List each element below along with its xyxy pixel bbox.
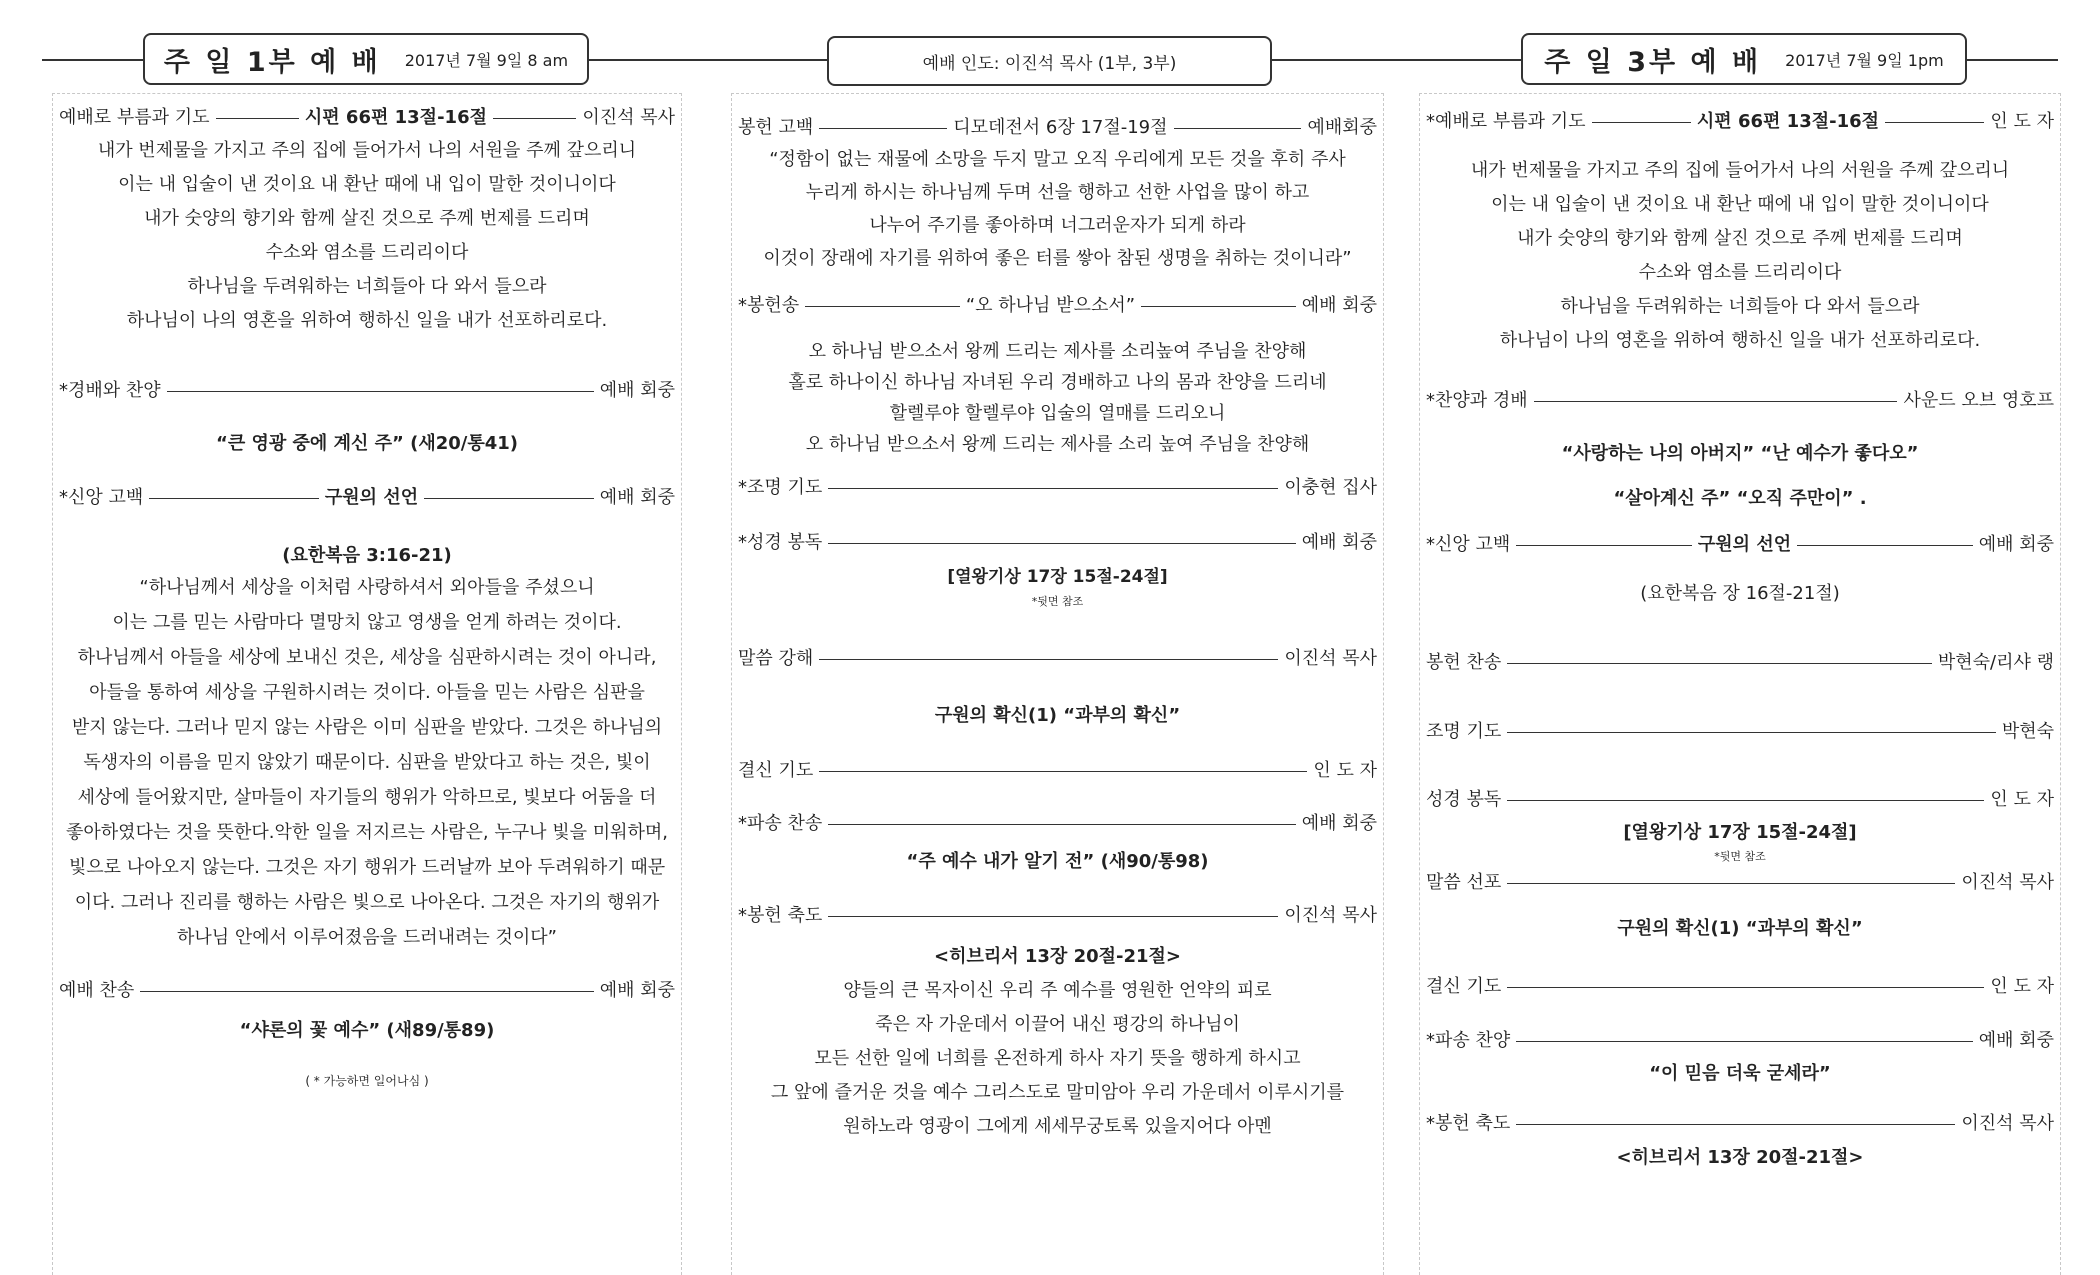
song-line: 홀로 하나이신 하나님 자녀된 우리 경배하고 나의 몸과 찬양을 드리네 <box>788 372 1327 393</box>
sermon-leader: 이진석 목사 <box>1961 872 2054 893</box>
reading-leader: 인 도 자 <box>1990 789 2054 810</box>
timothy-line: 이것이 장래에 자기를 위하여 좋은 터를 쌓아 참된 생명을 취하는 것이니라” <box>763 248 1352 269</box>
scripture-reading <box>1426 789 2054 811</box>
sermon <box>738 648 1377 670</box>
creed-title: 구원의 선언 <box>324 487 419 508</box>
leader-line <box>167 391 594 392</box>
decision-label: 결신 기도 <box>738 760 814 781</box>
decision-leader: 인 도 자 <box>1990 976 2054 997</box>
leader-line <box>819 659 1278 660</box>
leader-line <box>149 498 319 499</box>
praise-label: *경배와 찬양 <box>59 380 161 401</box>
call-to-worship <box>1426 111 2054 133</box>
creed <box>59 487 675 509</box>
psalm-line: 수소와 염소를 드리리이다 <box>1638 262 1842 283</box>
header-worship-leader <box>827 36 1272 86</box>
reading-ref: [열왕기상 17장 15절-24절] <box>947 567 1168 587</box>
reading-label: 성경 봉독 <box>1426 789 1502 810</box>
praise-worship <box>1426 390 2054 412</box>
praise-song: “큰 영광 중에 계신 주” (새20/통41) <box>216 433 518 454</box>
sending-leader: 예배 회중 <box>1301 813 1377 834</box>
illumination-prayer <box>738 477 1377 499</box>
blessing-leader: 이진석 목사 <box>1284 905 1377 926</box>
blessing-leader: 이진석 목사 <box>1961 1113 2054 1134</box>
header-service-3 <box>1521 33 1967 85</box>
decision-leader: 인 도 자 <box>1313 760 1377 781</box>
sending-song-title: “이 믿음 더욱 굳세라” <box>1649 1063 1831 1084</box>
psalm-line: 내가 번제물을 가지고 주의 집에 들어가서 나의 서원을 주께 갚으리니 <box>97 140 637 161</box>
sermon-title: 구원의 확신(1) “과부의 확신” <box>1617 918 1863 939</box>
service-3-title: 주 일 3부 예 배 <box>1544 46 1762 78</box>
psalm-line: 하나님을 두려워하는 너희들아 다 와서 들으라 <box>187 276 547 297</box>
offer-song-title: “오 하나님 받으소서” <box>965 295 1136 316</box>
praise-songs: “사랑하는 나의 아버지” “난 예수가 좋다오” <box>1561 443 1919 464</box>
offer-song-leader: 예배 회중 <box>1301 295 1377 316</box>
psalm-line: 내가 번제물을 가지고 주의 집에 들어가서 나의 서원을 주께 갚으리니 <box>1470 160 2010 181</box>
call-to-worship <box>59 107 675 129</box>
psalm-line: 수소와 염소를 드리리이다 <box>265 242 469 263</box>
praise-leader: 예배 회중 <box>599 380 675 401</box>
leader-line <box>1174 128 1302 129</box>
worship-leader-text: 예배 인도: 이진석 목사 (1부, 3부) <box>922 53 1177 74</box>
sending-label: *파송 찬양 <box>1426 1030 1511 1051</box>
prayer-leader: 박현숙 <box>2001 721 2054 742</box>
scripture-reading <box>738 532 1377 554</box>
creed <box>1426 534 2054 556</box>
prayer-label: *조명 기도 <box>738 477 823 498</box>
offer-leader: 박현숙/리샤 랭 <box>1937 652 2054 673</box>
offering-label: 봉헌 고백 <box>738 117 814 138</box>
sermon-label: 말씀 강해 <box>738 648 814 669</box>
psalm-line: 하나님을 두려워하는 너희들아 다 와서 들으라 <box>1560 296 1920 317</box>
call-label: *예배로 부름과 기도 <box>1426 111 1586 132</box>
sending-song: “주 예수 내가 알기 전” (새90/통98) <box>906 851 1209 872</box>
standing-note: ( * 가능하면 일어나심 ) <box>305 1074 429 1088</box>
leader-line <box>828 543 1295 544</box>
john-line: 하나님 안에서 이루어졌음을 드러내려는 것이다” <box>177 927 557 948</box>
call-title: 시편 66편 13절-16절 <box>304 107 487 128</box>
leader-line <box>424 498 594 499</box>
leader-line <box>1516 1041 1972 1042</box>
john-line: 아들을 통하여 세상을 구원하시려는 것이다. 아들을 믿는 사람은 심판을 <box>89 682 645 703</box>
leader-line <box>1507 800 1984 801</box>
john-line: 이는 그를 믿는 사람마다 멸망치 않고 영생을 얻게 하려는 것이다. <box>112 612 622 633</box>
hebrews-line: 죽은 자 가운데서 이끌어 내신 평강의 하나님이 <box>875 1014 1240 1035</box>
john-line: 하나님께서 아들을 세상에 보내신 것은, 세상을 심판하시려는 것이 아니라, <box>77 647 657 668</box>
hymn-leader: 예배 회중 <box>599 980 675 1001</box>
hymn-label: 예배 찬송 <box>59 980 135 1001</box>
psalm-line: 내가 숫양의 향기와 함께 살진 것으로 주께 번제를 드리며 <box>1517 228 1963 249</box>
decision-prayer <box>738 760 1377 782</box>
song-line: 할렐루야 할렐루야 입술의 열매를 드리오니 <box>889 403 1226 424</box>
leader-line <box>1507 732 1996 733</box>
sermon-title: 구원의 확신(1) “과부의 확신” <box>934 705 1181 726</box>
service-3-date: 2017년 7월 9일 1pm <box>1785 50 1944 70</box>
reading-leader: 예배 회중 <box>1301 532 1377 553</box>
blessing-ref: <히브리서 13장 20절-21절> <box>1616 1147 1864 1168</box>
offering-leader: 예배회중 <box>1307 117 1377 138</box>
psalm-line: 이는 내 입술이 낸 것이요 내 환난 때에 내 입이 말한 것이니이다 <box>1491 194 1989 215</box>
benediction <box>1426 1113 2054 1135</box>
creed-label: *신앙 고백 <box>1426 534 1511 555</box>
blessing-label: *봉헌 축도 <box>1426 1113 1511 1134</box>
timothy-line: 나누어 주기를 좋아하며 너그러운자가 되게 하라 <box>869 215 1246 236</box>
reading-note: *뒷면 참조 <box>1031 595 1084 608</box>
psalm-line: 이는 내 입술이 낸 것이요 내 환난 때에 내 입이 말한 것이니이다 <box>118 174 616 195</box>
header-service-1 <box>143 33 589 85</box>
leader-line <box>828 916 1278 917</box>
psalm-line: 하나님이 나의 영혼을 위하여 행하신 일을 내가 선포하리로다. <box>126 310 608 331</box>
hebrews-line: 양들의 큰 목자이신 우리 주 예수를 영원한 언약의 피로 <box>843 980 1272 1001</box>
creed-leader: 예배 회중 <box>1978 534 2054 555</box>
blessing-label: *봉헌 축도 <box>738 905 823 926</box>
john-line: 좋아하였다는 것을 뜻한다.악한 일을 저지르는 사람은, 누구나 빛을 미워하며, <box>66 822 668 843</box>
psalm-line: 하나님이 나의 영혼을 위하여 행하신 일을 내가 선포하리로다. <box>1499 330 1981 351</box>
service-1-title: 주 일 1부 예 배 <box>163 46 381 78</box>
benediction <box>738 905 1377 927</box>
leader-line <box>1592 122 1691 123</box>
leader-line <box>828 488 1278 489</box>
song-line: 오 하나님 받으소서 왕께 드리는 제사를 소리높여 주님을 찬양해 <box>808 341 1307 362</box>
timothy-line: “정함이 없는 재물에 소망을 두지 말고 오직 우리에게 모든 것을 후히 주사 <box>769 149 1346 170</box>
decision-prayer <box>1426 976 2054 998</box>
leader-line <box>1507 883 1955 884</box>
leader-line <box>1507 987 1984 988</box>
sermon <box>1426 872 2054 894</box>
leader-line <box>1534 401 1898 402</box>
decision-label: 결신 기도 <box>1426 976 1502 997</box>
creed-leader: 예배 회중 <box>599 487 675 508</box>
praise-songs: “살아계신 주” “오직 주만이” . <box>1613 488 1867 509</box>
service-1-date: 2017년 7월 9일 8 am <box>404 50 569 70</box>
prayer-label: 조명 기도 <box>1426 721 1502 742</box>
praise-label: *찬양과 경배 <box>1426 390 1528 411</box>
john-line: “하나님께서 세상을 이처럼 사랑하셔서 외아들을 주셨으니 <box>139 577 595 598</box>
leader-line <box>1141 306 1296 307</box>
leader-line <box>805 306 960 307</box>
praise-worship <box>59 380 675 402</box>
reading-note: *뒷면 참조 <box>1714 850 1766 863</box>
leader-line <box>1507 663 1932 664</box>
column-service-3 <box>1419 93 2061 1275</box>
sermon-label: 말씀 선포 <box>1426 872 1502 893</box>
prayer-leader: 이충현 집사 <box>1284 477 1377 498</box>
leader-line <box>216 118 299 119</box>
worship-hymn <box>59 980 675 1002</box>
call-label: 예배로 부름과 기도 <box>59 107 210 128</box>
john-line: 독생자의 이름을 믿지 않았기 때문이다. 심판을 받았다고 하는 것은, 빛이 <box>83 752 651 773</box>
hebrews-line: 모든 선한 일에 너희를 온전하게 하사 자기 뜻을 행하게 하시고 <box>814 1048 1301 1069</box>
john-line: 세상에 들어왔지만, 살마들이 자기들의 행위가 악하므로, 빛보다 어둠을 더 <box>77 787 657 808</box>
timothy-line: 누리게 하시는 하나님께 두며 선을 행하고 선한 사업을 많이 하고 <box>805 182 1310 203</box>
sending-song <box>1426 1030 2054 1052</box>
creed-ref: (요한복음 장 16절-21절) <box>1640 583 1840 604</box>
offer-label: 봉헌 찬송 <box>1426 652 1502 673</box>
sending-hymn <box>738 813 1377 835</box>
reading-ref: [열왕기상 17장 15절-24절] <box>1623 822 1857 843</box>
psalm-line: 내가 숫양의 향기와 함께 살진 것으로 주께 번제를 드리며 <box>144 208 590 229</box>
creed-label: *신앙 고백 <box>59 487 144 508</box>
call-leader: 이진석 목사 <box>582 107 675 128</box>
leader-line <box>493 118 576 119</box>
leader-line <box>828 824 1295 825</box>
blessing-ref: <히브리서 13장 20절-21절> <box>933 946 1182 967</box>
hymn-song: “샤론의 꽃 예수” (새89/통89) <box>239 1020 495 1041</box>
column-order <box>731 93 1384 1275</box>
creed-title: 구원의 선언 <box>1697 534 1792 555</box>
column-service-1 <box>52 93 682 1275</box>
song-line: 오 하나님 받으소서 왕께 드리는 제사를 소리 높여 주님을 찬양해 <box>805 434 1310 455</box>
leader-line <box>1516 545 1692 546</box>
illumination-prayer <box>1426 721 2054 743</box>
sending-leader: 예배 회중 <box>1978 1030 2054 1051</box>
sermon-leader: 이진석 목사 <box>1284 648 1377 669</box>
offer-song-label: *봉헌송 <box>738 295 800 316</box>
creed-ref: (요한복음 3:16-21) <box>282 545 452 566</box>
reading-label: *성경 봉독 <box>738 532 823 553</box>
leader-line <box>1797 545 1973 546</box>
offering-ref: 디모데전서 6장 17절-19절 <box>953 117 1168 138</box>
offering-confession <box>738 117 1377 139</box>
hebrews-line: 원하노라 영광이 그에게 세세무궁토록 있을지어다 아멘 <box>843 1116 1272 1137</box>
hebrews-line: 그 앞에 즐거운 것을 예수 그리스도로 말미암아 우리 가운데서 이루시기를 <box>770 1082 1345 1103</box>
john-line: 이다. 그러나 진리를 행하는 사람은 빛으로 나아온다. 그것은 자기의 행위가 <box>74 892 660 913</box>
leader-line <box>140 991 593 992</box>
leader-line <box>819 128 947 129</box>
leader-line <box>819 771 1307 772</box>
sending-label: *파송 찬송 <box>738 813 823 834</box>
offering-song <box>738 295 1377 317</box>
john-line: 빛으로 나아오지 않는다. 그것은 자기 행위가 드러날까 보아 두려워하기 때문 <box>68 857 666 878</box>
john-line: 받지 않는다. 그러나 믿지 않는 사람은 이미 심판을 받았다. 그것은 하나님의 <box>71 717 663 738</box>
call-title: 시편 66편 13절-16절 <box>1696 111 1880 132</box>
leader-line <box>1885 122 1984 123</box>
praise-leader: 사운드 오브 영호프 <box>1903 390 2054 411</box>
call-leader: 인 도 자 <box>1990 111 2054 132</box>
leader-line <box>1516 1124 1955 1125</box>
offering-hymn <box>1426 652 2054 674</box>
